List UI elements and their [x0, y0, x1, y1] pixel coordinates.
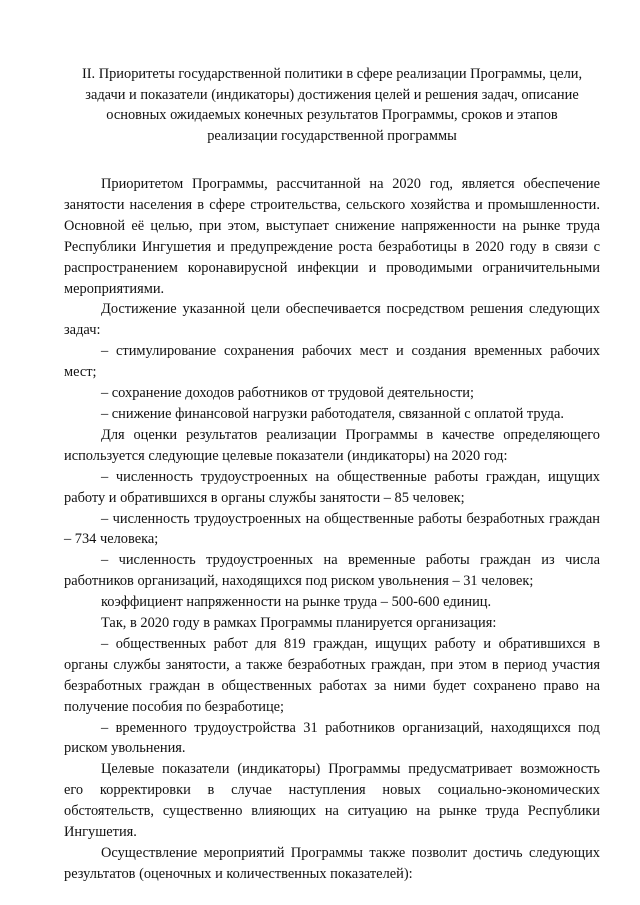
paragraph-plan: Так, в 2020 году в рамках Программы планируется организация: [101, 615, 497, 632]
list-item-indicator: – численность трудоустроенных на временные работы граждан из числа работников организаций, находящихся под риском увольнения – 31 человек; [64, 552, 600, 590]
paragraph-indicators: Для оценки результатов реализации Программы в качестве определяющего используется следующие целевые показатели (индикаторы) на 2020 год: [64, 426, 600, 464]
list-item-plan: – временного трудоустройства 31 работников организаций, находящихся под риском увольнения. [64, 719, 600, 757]
list-item-indicator: – численность трудоустроенных на общественные работы безработных граждан – 734 человека; [64, 510, 600, 548]
list-item-indicator: коэффициент напряженности на рынке труда – 500-600 единиц. [101, 594, 492, 611]
list-item-task: – сохранение доходов работников от трудовой деятельности; [101, 385, 474, 402]
section-heading-line: II. Приоритеты государственной политики в сфере реализации Программы, цели, [81, 66, 583, 82]
paragraph-adjustment: Целевые показатели (индикаторы) Программы предусматривает возможность его корректировки в случае наступления новых социально-экономических обстоятельств, существенно влияющих на ситуацию на рынке труда Республики Ингушетия. [64, 761, 600, 841]
section-heading [64, 64, 600, 146]
paragraph-priority: Приоритетом Программы, рассчитанной на 2020 год, является обеспечение занятости населения в сфере строительства, сельского хозяйства и промышленности. Основной её целью, при этом, выступает снижение напряженности на рынке труда Республики Ингушетия и предупреждение роста безработицы в 2020 году в связи с распространением коронавирусной инфекции и проводимыми ограничительными мероприятиями. [64, 176, 600, 297]
paragraph-results: Осуществление мероприятий Программы также позволит достичь следующих результатов (оценочных и количественных показателей): [64, 845, 600, 882]
section-body [64, 174, 600, 885]
list-item-plan: – общественных работ для 819 граждан, ищущих работу и обратившихся в органы службы занятости, а также безработных граждан, при этом в период участия безработных граждан в общественных работах за ними будет сохранено право на получение пособия по безработице; [64, 635, 600, 715]
section-heading-line: реализации государственной программы [207, 127, 457, 144]
list-item-indicator: – численность трудоустроенных на общественные работы граждан, ищущих работу и обратившихся в органы службы занятости – 85 человек; [64, 468, 600, 506]
section-heading-line: основных ожидаемых конечных результатов Программы, сроков и этапов [106, 107, 558, 123]
list-item-task: – снижение финансовой нагрузки работодателя, связанной с оплатой труда. [101, 405, 564, 422]
list-item-task: – стимулирование сохранения рабочих мест и создания временных рабочих мест; [64, 343, 600, 381]
paragraph-goal-tasks: Достижение указанной цели обеспечивается посредством решения следующих задач: [64, 301, 600, 339]
section-heading-line: задачи и показатели (индикаторы) достижения целей и решения задач, описание [85, 86, 579, 103]
